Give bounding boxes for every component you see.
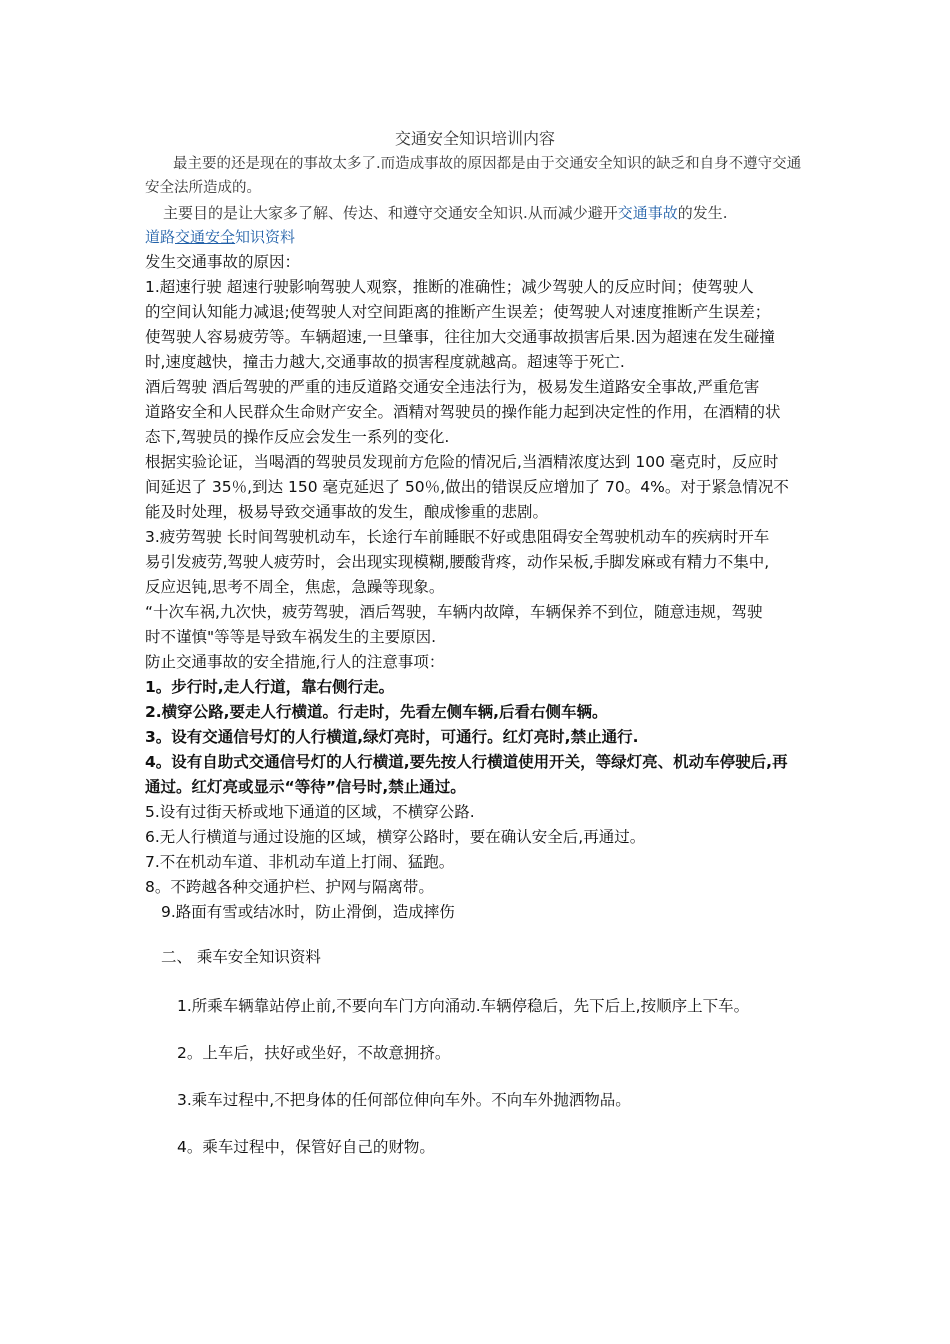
passenger-item: 4。乘车过程中，保管好自己的财物。 <box>177 1138 435 1156</box>
causes-line: “十次车祸,九次快，疲劳驾驶，酒后驾驶，车辆内故障，车辆保养不到位，随意违规，驾驶 <box>145 603 763 621</box>
causes-line: 时不谨慎"等等是导致车祸发生的主要原因. <box>145 628 437 646</box>
intro-line-1: 最主要的还是现在的事故太多了.而造成事故的原因都是由于交通安全知识的缺乏和自身不遵守交通 <box>173 156 802 172</box>
causes-line: 易引发疲劳,驾驶人疲劳时，会出现实现模糊,腰酸背疼，动作呆板,手脚发麻或有精力不集中, <box>145 553 770 571</box>
causes-heading: 发生交通事故的原因： <box>145 253 301 271</box>
traffic-safety-link[interactable]: 交通安全 <box>175 228 236 246</box>
intro-line-3-tail: 的发生. <box>677 204 728 222</box>
resources-heading-suffix[interactable]: 知识资料 <box>235 228 296 246</box>
pedestrian-item: 1。步行时,走人行道，靠右侧行走。 <box>145 678 395 696</box>
pedestrian-item: 6.无人行横道与通过设施的区域，横穿公路时，要在确认安全后,再通过。 <box>145 828 646 846</box>
pedestrian-item: 9.路面有雪或结冰时，防止滑倒，造成摔伤 <box>161 903 455 921</box>
causes-line: 根据实验论证，当喝酒的驾驶员发现前方危险的情况后,当酒精浓度达到 100 毫克时，反应时 <box>145 453 779 471</box>
resources-heading-prefix[interactable]: 道路 <box>145 228 176 246</box>
pedestrian-item: 2.横穿公路,要走人行横道。行走时，先看左侧车辆,后看右侧车辆。 <box>145 703 608 721</box>
causes-line: 1.超速行驶 超速行驶影响驾驶人观察，推断的准确性；减少驾驶人的反应时间；使驾驶人 <box>145 278 754 296</box>
intro-line-3 <box>163 201 728 225</box>
causes-line: 的空间认知能力减退;使驾驶人对空间距离的推断产生误差；使驾驶人对速度推断产生误差； <box>145 303 771 321</box>
document-title: 交通安全知识培训内容 <box>394 129 555 148</box>
passenger-item: 1.所乘车辆靠站停止前,不要向车门方向涌动.车辆停稳后，先下后上,按顺序上下车。 <box>177 997 750 1015</box>
pedestrian-item: 7.不在机动车道、非机动车道上打闹、猛跑。 <box>145 853 455 871</box>
causes-line: 能及时处理，极易导致交通事故的发生，酿成惨重的悲剧。 <box>145 503 549 521</box>
pedestrian-item: 3。设有交通信号灯的人行横道,绿灯亮时，可通行。红灯亮时,禁止通行. <box>145 728 639 746</box>
pedestrian-item: 4。设有自助式交通信号灯的人行横道,要先按人行横道使用开关，等绿灯亮、机动车停驶后,再 <box>145 753 788 771</box>
causes-line: 态下,驾驶员的操作反应会发生一系列的变化. <box>145 428 450 446</box>
causes-line: 使驾驶人容易疲劳等。车辆超速,一旦肇事，往往加大交通事故损害后果.因为超速在发生碰撞 <box>145 328 775 346</box>
causes-line: 防止交通事故的安全措施,行人的注意事项： <box>145 653 445 671</box>
passenger-item: 2。上车后，扶好或坐好，不故意拥挤。 <box>177 1044 451 1062</box>
causes-line: 间延迟了 35％,到达 150 毫克延迟了 50％,做出的错误反应增加了 70。4%。对于紧急情况不 <box>145 478 789 496</box>
causes-line: 时,速度越快，撞击力越大,交通事故的损害程度就越高。超速等于死亡. <box>145 353 625 371</box>
causes-line: 酒后驾驶 酒后驾驶的严重的违反道路交通安全违法行为，极易发生道路安全事故,严重危害 <box>145 378 760 396</box>
pedestrian-item: 通过。红灯亮或显示“等待”信号时,禁止通过。 <box>145 778 466 796</box>
pedestrian-item: 5.设有过街天桥或地下通道的区域，不横穿公路. <box>145 803 475 821</box>
intro-line-3-text: 主要目的是让大家多了解、传达、和遵守交通安全知识.从而减少避开 <box>163 204 618 222</box>
causes-line: 道路安全和人民群众生命财产安全。酒精对驾驶员的操作能力起到决定性的作用，在酒精的状 <box>145 403 781 421</box>
passenger-item: 3.乘车过程中,不把身体的任何部位伸向车外。不向车外抛洒物品。 <box>177 1091 631 1109</box>
causes-line: 3.疲劳驾驶 长时间驾驶机动车，长途行车前睡眠不好或患阻碍安全驾驶机动车的疾病时开车 <box>145 528 770 546</box>
section-2-heading: 二、 乘车安全知识资料 <box>161 948 321 966</box>
resources-heading <box>145 225 295 249</box>
pedestrian-item: 8。不跨越各种交通护栏、护网与隔离带。 <box>145 878 434 896</box>
causes-line: 反应迟钝,思考不周全，焦虑，急躁等现象。 <box>145 578 445 596</box>
traffic-accident-link[interactable]: 交通事故 <box>617 204 678 222</box>
intro-line-2: 安全法所造成的。 <box>145 180 261 196</box>
